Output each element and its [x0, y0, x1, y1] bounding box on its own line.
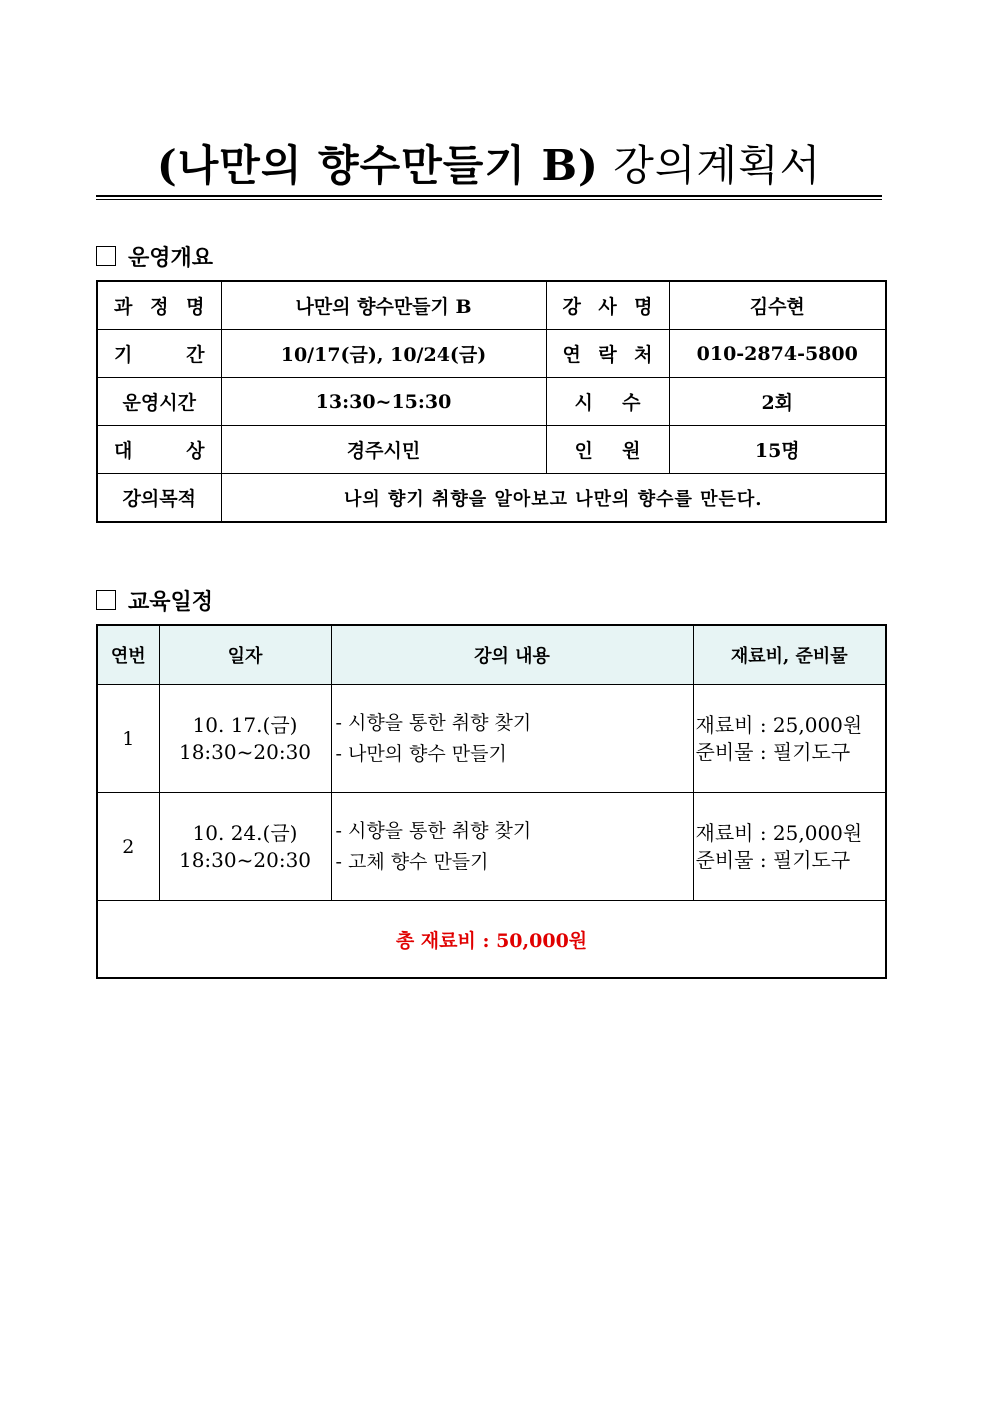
course-name-value: 나만의 향수만들기 B: [221, 281, 546, 330]
overview-heading-text: 운영개요: [128, 244, 214, 271]
table-row: [97, 474, 886, 523]
document-title: [96, 138, 882, 194]
header-content: 강의 내용: [331, 625, 693, 685]
contact-value: 010-2874-5800: [669, 330, 886, 378]
row-date-time: 18:30~20:30: [178, 847, 312, 872]
row-supplies: 준비물 : 필기도구: [695, 739, 851, 764]
row-date-day: 10. 17.(금): [192, 712, 298, 737]
row-materials: [693, 793, 886, 901]
table-row: [97, 685, 886, 793]
table-row: [97, 378, 886, 426]
checkbox-icon: [96, 590, 116, 610]
target-value: 경주시민: [221, 426, 546, 474]
row-no: 1: [97, 685, 159, 793]
hours-label: 운영시간: [97, 378, 221, 426]
row-no: 2: [97, 793, 159, 901]
table-header-row: [97, 625, 886, 685]
total-fee: 총 재료비 : 50,000원: [97, 901, 886, 979]
instructor-value: 김수현: [669, 281, 886, 330]
title-suffix: 강의계획서: [613, 141, 822, 190]
row-content-line: - 시향을 통한 취향 찾기: [335, 711, 532, 734]
schedule-heading-text: 교육일정: [128, 588, 214, 615]
row-content-line: - 시향을 통한 취향 찾기: [335, 819, 532, 842]
row-fee: 재료비 : 25,000원: [695, 712, 863, 737]
goal-value: 나의 향기 취향을 알아보고 나만의 향수를 만든다.: [221, 474, 886, 523]
schedule-table: [96, 624, 887, 979]
title-underline-thin: [96, 199, 882, 200]
table-row: [97, 426, 886, 474]
table-total-row: [97, 901, 886, 979]
sessions-value: 2회: [669, 378, 886, 426]
header-no: 연번: [97, 625, 159, 685]
contact-label: 연 락 처: [546, 330, 669, 378]
row-supplies: 준비물 : 필기도구: [695, 847, 851, 872]
checkbox-icon: [96, 246, 116, 266]
hours-value: 13:30~15:30: [221, 378, 546, 426]
capacity-value: 15명: [669, 426, 886, 474]
capacity-label: 인 원: [546, 426, 669, 474]
row-materials: [693, 685, 886, 793]
row-content-line: - 고체 향수 만들기: [335, 850, 489, 873]
goal-label: 강의목적: [97, 474, 221, 523]
row-fee: 재료비 : 25,000원: [695, 820, 863, 845]
instructor-label: 강 사 명: [546, 281, 669, 330]
row-date: [159, 793, 331, 901]
target-label: 대 상: [97, 426, 221, 474]
table-row: [97, 793, 886, 901]
title-underline-thick: [96, 195, 882, 197]
overview-heading: [96, 242, 213, 270]
header-materials: 재료비, 준비물: [693, 625, 886, 685]
sessions-label: 시 수: [546, 378, 669, 426]
row-date-time: 18:30~20:30: [178, 739, 312, 764]
table-row: [97, 281, 886, 330]
header-date: 일자: [159, 625, 331, 685]
period-value: 10/17(금), 10/24(금): [221, 330, 546, 378]
row-date: [159, 685, 331, 793]
row-date-day: 10. 24.(금): [192, 820, 298, 845]
title-main: (나만의 향수만들기 B): [156, 141, 599, 190]
table-row: [97, 330, 886, 378]
overview-table: [96, 280, 887, 523]
row-content-line: - 나만의 향수 만들기: [335, 742, 507, 765]
row-content: [331, 793, 693, 901]
period-label: 기 간: [97, 330, 221, 378]
row-content: [331, 685, 693, 793]
course-name-label: 과 정 명: [97, 281, 221, 330]
schedule-heading: [96, 586, 213, 614]
